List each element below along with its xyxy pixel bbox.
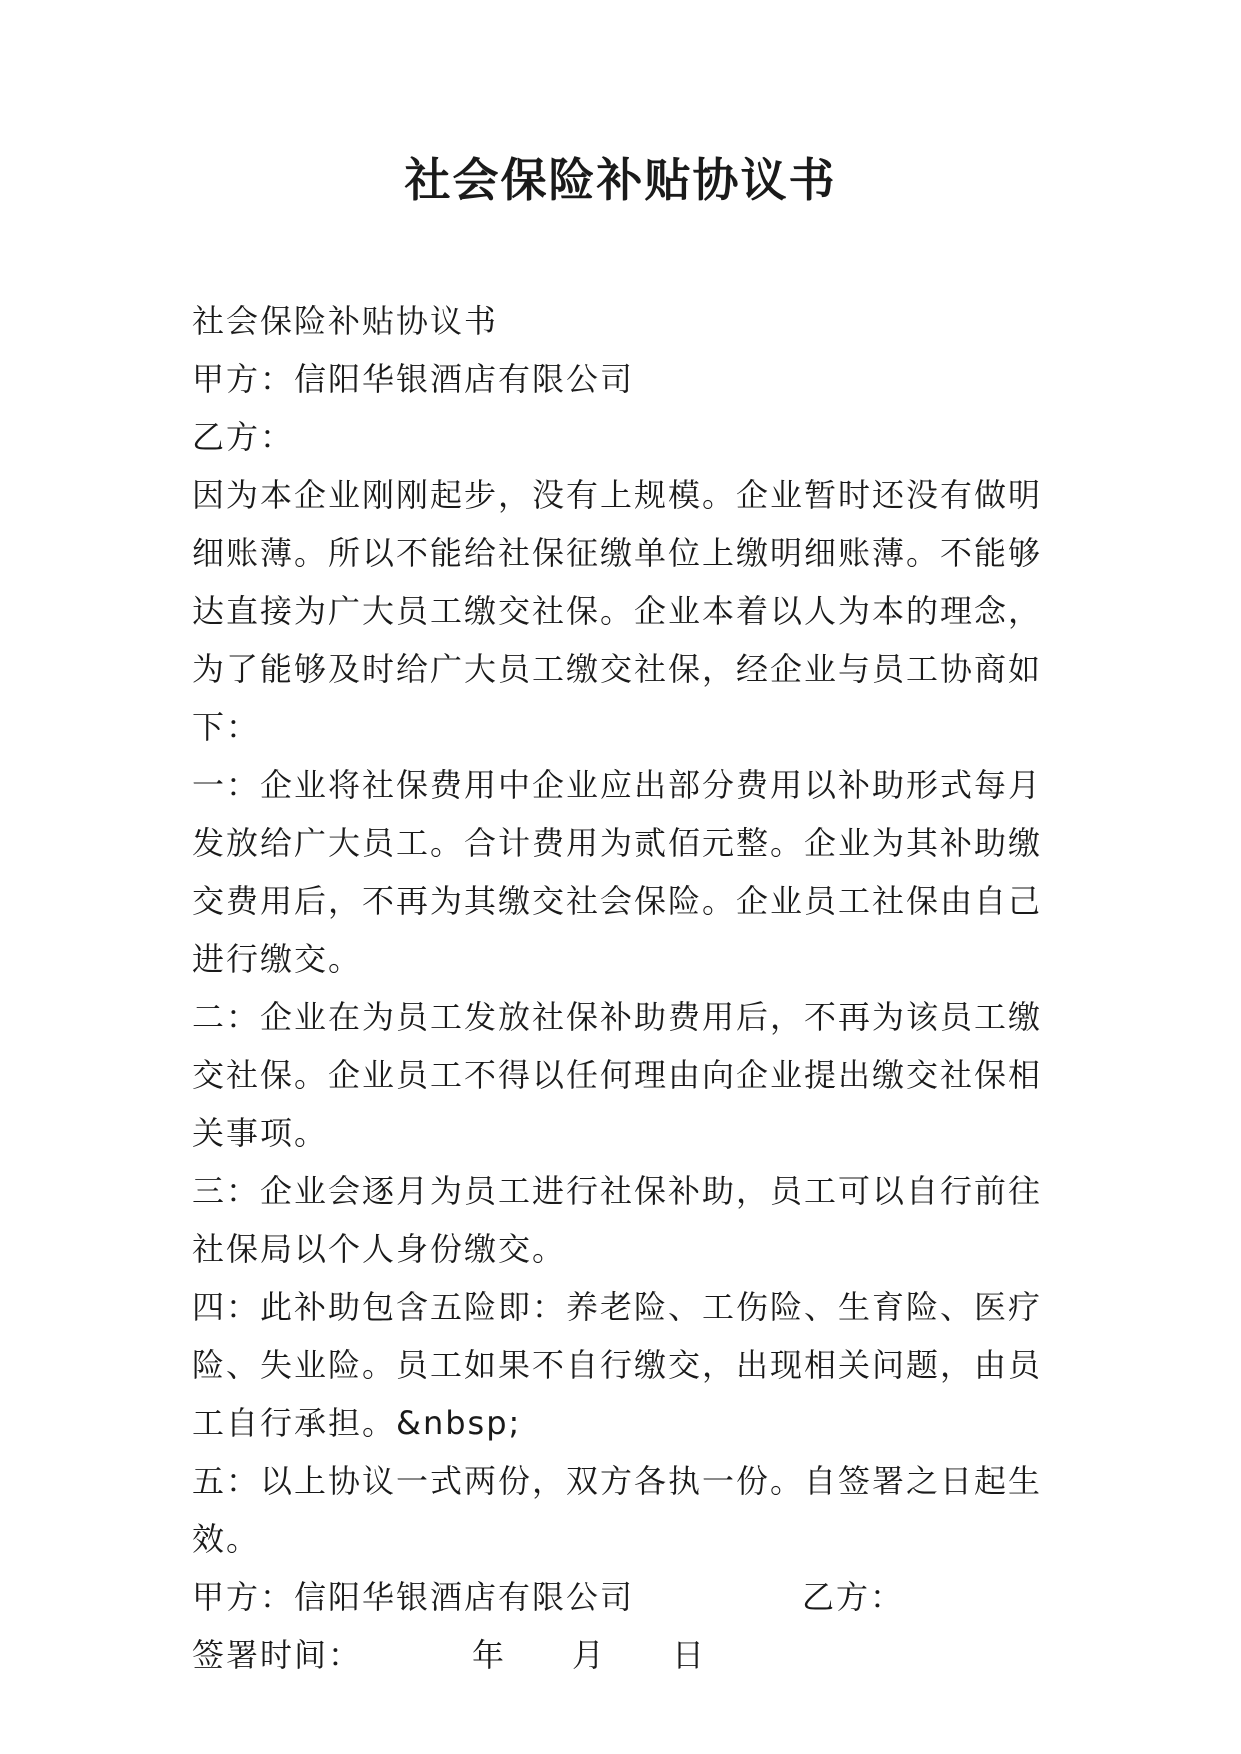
signature-parties bbox=[192, 1568, 1052, 1626]
clause-5: 五：以上协议一式两份，双方各执一份。自签署之日起生效。 bbox=[192, 1462, 1043, 1558]
clause-2: 二：企业在为员工发放社保补助费用后，不再为该员工缴交社保。企业员工不得以任何理由向企业提出缴交社保相关事项。 bbox=[192, 998, 1043, 1152]
signature-date-day: 日 bbox=[672, 1636, 707, 1674]
page-title: 社会保险补贴协议书 bbox=[404, 153, 837, 207]
clause-1: 一：企业将社保费用中企业应出部分费用以补助形式每月发放给广大员工。合计费用为贰佰元整。企业为其补助缴交费用后，不再为其缴交社会保险。企业员工社保由自己进行缴交。 bbox=[192, 766, 1043, 978]
document-body bbox=[192, 292, 1052, 1684]
party-b-line: 乙方： bbox=[192, 418, 295, 456]
document-subtitle: 社会保险补贴协议书 bbox=[192, 302, 499, 340]
signature-date-year: 年 bbox=[472, 1636, 507, 1674]
signature-party-b: 乙方： bbox=[802, 1578, 905, 1616]
signature-date-month: 月 bbox=[572, 1636, 607, 1674]
party-a-line: 甲方：信阳华银酒店有限公司 bbox=[192, 360, 635, 398]
signature-date-label: 签署时间： bbox=[192, 1636, 363, 1674]
clause-4: 四：此补助包含五险即：养老险、工伤险、生育险、医疗险、失业险。员工如果不自行缴交，出现相关问题，由员工自行承担。&nbsp; bbox=[192, 1288, 1043, 1442]
clause-3: 三：企业会逐月为员工进行社保补助，员工可以自行前往社保局以个人身份缴交。 bbox=[192, 1172, 1043, 1268]
signature-date bbox=[192, 1626, 1052, 1684]
intro-paragraph: 因为本企业刚刚起步，没有上规模。企业暂时还没有做明细账薄。所以不能给社保征缴单位上缴明细账薄。不能够达直接为广大员工缴交社保。企业本着以人为本的理念，为了能够及时给广大员工缴交社保，经企业与员工协商如下： bbox=[192, 476, 1043, 746]
signature-party-a: 甲方：信阳华银酒店有限公司 bbox=[192, 1578, 635, 1616]
